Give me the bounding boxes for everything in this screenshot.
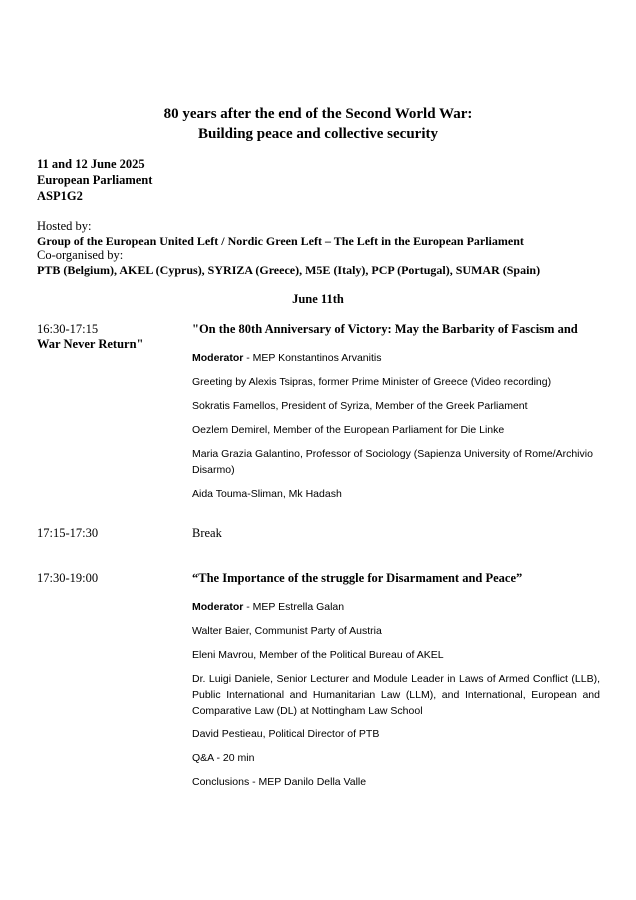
session2-time: 17:30-19:00 xyxy=(37,571,99,585)
break-time: 17:15-17:30 xyxy=(37,526,99,540)
session1-speaker: Greeting by Alexis Tsipras, former Prime Minister of Greece (Video recording) xyxy=(192,376,552,388)
break-label: Break xyxy=(192,526,222,540)
session2-speaker: David Pestieau, Political Director of PTB xyxy=(192,728,380,740)
event-venue: European Parliament xyxy=(37,173,153,187)
hosted-by-label: Hosted by: xyxy=(37,219,92,233)
session2-speaker: Eleni Mavrou, Member of the Political Bureau of AKEL xyxy=(192,649,444,661)
moderator-value: - MEP Estrella Galan xyxy=(243,601,345,613)
session2-speaker: Dr. Luigi Daniele, Senior Lecturer and Module Leader in Laws of Armed Conflict (LLB), Public International and Humanitarian Law (LLM), and International, European and Comparative Law (DL) at Nottingham Law School xyxy=(192,673,600,717)
session1-speaker: Oezlem Demirel, Member of the European Parliament for Die Linke xyxy=(192,424,505,436)
session2-moderator xyxy=(192,599,600,615)
moderator-label: Moderator xyxy=(192,601,244,613)
session2-conclusions: Conclusions - MEP Danilo Della Valle xyxy=(192,776,367,788)
day-heading: June 11th xyxy=(292,292,344,306)
session2-qa: Q&A - 20 min xyxy=(192,752,255,764)
event-room: ASP1G2 xyxy=(37,189,83,203)
event-dates: 11 and 12 June 2025 xyxy=(37,157,145,171)
document-title-line-2: Building peace and collective security xyxy=(198,126,438,142)
session1-moderator xyxy=(192,350,600,366)
session2-title: “The Importance of the struggle for Disarmament and Peace” xyxy=(192,571,523,585)
session1-title-line-2: War Never Return" xyxy=(37,337,144,351)
coorganised-by-value: PTB (Belgium), AKEL (Cyprus), SYRIZA (Greece), M5E (Italy), PCP (Portugal), SUMAR (Spain) xyxy=(37,263,541,277)
session1-title-line-1: "On the 80th Anniversary of Victory: May the Barbarity of Fascism and xyxy=(192,322,578,336)
session1-speaker: Sokratis Famellos, President of Syriza, Member of the Greek Parliament xyxy=(192,400,528,412)
session1-speaker: Aida Touma-Sliman, Mk Hadash xyxy=(192,488,342,500)
session1-speaker: Maria Grazia Galantino, Professor of Sociology (Sapienza University of Rome/Archivio Disarmo) xyxy=(192,448,593,476)
moderator-label: Moderator xyxy=(192,352,244,364)
session2-speaker: Walter Baier, Communist Party of Austria xyxy=(192,625,382,637)
session1-time: 16:30-17:15 xyxy=(37,322,99,336)
document-title-line-1: 80 years after the end of the Second World War: xyxy=(163,106,473,122)
coorganised-by-label: Co-organised by: xyxy=(37,248,124,262)
moderator-value: - MEP Konstantinos Arvanitis xyxy=(243,352,382,364)
hosted-by-value: Group of the European United Left / Nordic Green Left – The Left in the European Parliament xyxy=(37,234,524,248)
